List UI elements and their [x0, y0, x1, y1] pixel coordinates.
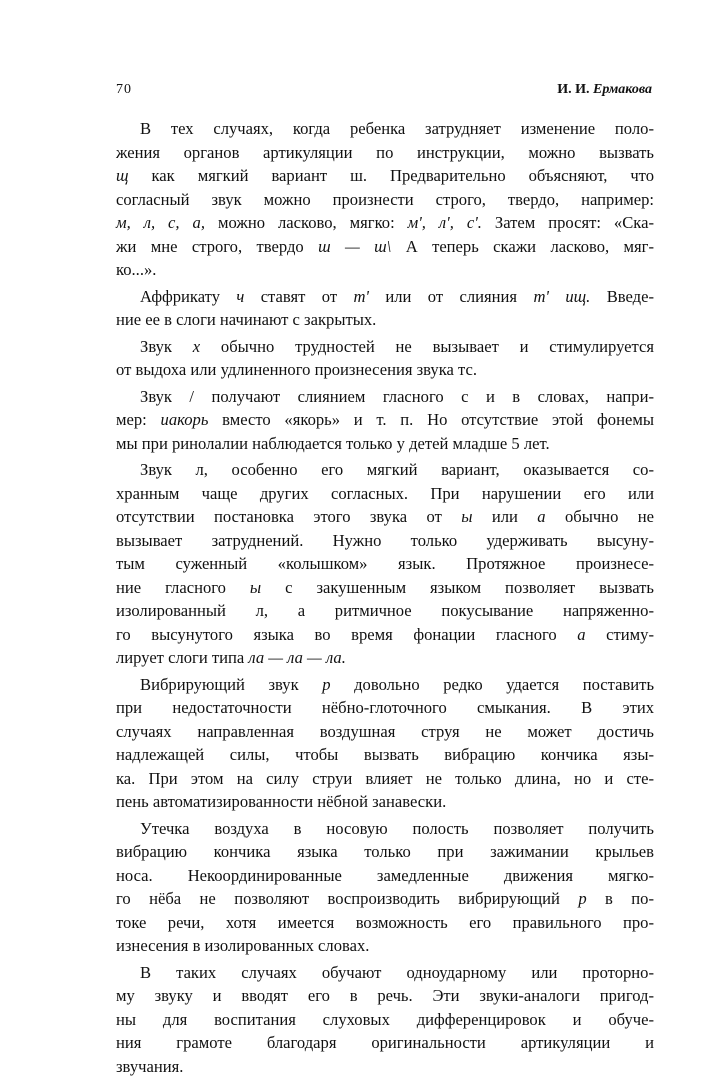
text-line	[116, 258, 654, 282]
text-run: Введе-	[590, 286, 654, 306]
text-run: как мягкий вариант ш. Предварительно объясняют, что	[128, 166, 654, 185]
text-line	[116, 188, 654, 212]
paragraph	[116, 117, 654, 282]
text-run: можно ласково, мягко:	[205, 213, 408, 232]
page-header	[116, 82, 652, 104]
paragraph	[116, 817, 654, 958]
text-run: ко...».	[116, 260, 157, 279]
text-run: го высунутого языка во время фонации гласного	[116, 624, 578, 644]
italic-run: р	[578, 889, 587, 908]
text-line	[116, 767, 654, 791]
text-line	[116, 961, 654, 985]
italic-run: м, л, с, а,	[116, 213, 205, 232]
text-run: Затем просят: «Ска-	[481, 213, 654, 232]
italic-run: а	[537, 507, 546, 526]
text-run: го нёба не позволяют воспроизводить вибрирующий	[116, 889, 579, 908]
text-run: А теперь скажи ласково, мяг-	[391, 236, 655, 256]
text-run: ние ее в слоги начинают с закрытых.	[116, 310, 377, 329]
text-line	[116, 984, 654, 1008]
italic-run: м', л', с'.	[407, 213, 482, 232]
text-run: от выдоха или удлиненного произнесения звука тс.	[116, 360, 478, 379]
text-line	[116, 911, 654, 935]
italic-run: р	[322, 674, 331, 694]
italic-run: а	[577, 624, 586, 644]
text-run: звучания.	[116, 1056, 184, 1076]
text-line	[116, 408, 654, 432]
paragraph	[116, 458, 654, 670]
text-run: довольно редко удается поставить	[330, 674, 655, 694]
text-line	[116, 864, 654, 888]
text-run: вызывает затруднений. Нужно только удерживать высуну-	[116, 530, 654, 550]
text-run: случаях направленная воздушная струя не может достичь	[116, 721, 654, 741]
text-line	[116, 552, 654, 576]
text-run: или	[472, 507, 538, 526]
text-line	[116, 432, 654, 456]
text-run: отсутствии постановка этого звука от	[116, 507, 462, 526]
text-line	[116, 1031, 654, 1055]
text-run: Утечка воздуха в носовую полость позволяет получить	[140, 818, 654, 838]
text-line	[116, 141, 654, 165]
paragraph	[116, 961, 654, 1079]
text-line	[116, 482, 654, 506]
running-head	[557, 82, 652, 98]
italic-run: ы	[249, 577, 262, 597]
text-run: Звук л, особенно его мягкий вариант, оказывается со-	[140, 460, 654, 479]
text-run: ка. При этом на силу струи влияет не только длина, но и сте-	[116, 768, 654, 788]
text-line	[116, 696, 654, 720]
text-line	[116, 285, 654, 309]
italic-run: ы	[461, 507, 473, 526]
text-line	[116, 576, 654, 600]
text-line	[116, 790, 654, 814]
text-run: В тех случаях, когда ребенка затрудняет изменение поло-	[140, 119, 654, 138]
italic-run: т'	[353, 286, 369, 306]
text-line	[116, 529, 654, 553]
text-run: при недостаточности нёбно-глоточного смыкания. В этих	[116, 698, 654, 717]
text-run: обычно не	[545, 507, 654, 526]
text-line	[116, 211, 654, 235]
text-line	[116, 743, 654, 767]
text-run: токе речи, хотя имеется возможность его правильного про-	[116, 912, 654, 932]
text-line	[116, 117, 654, 141]
text-run: тым суженный «колышком» язык. Протяжное произнесе-	[116, 554, 654, 573]
text-line	[116, 458, 654, 482]
italic-run: иакорь	[160, 410, 209, 429]
text-run: изнесения в изолированных словах.	[116, 936, 370, 955]
text-run: хранным чаще других согласных. При нарушении его или	[116, 483, 654, 503]
text-run: надлежащей силы, чтобы вызвать вибрацию кончика язы-	[116, 745, 654, 764]
text-line	[116, 1008, 654, 1032]
paragraph	[116, 335, 654, 382]
text-run: обычно трудностей не вызывает и стимулируется	[200, 336, 655, 356]
text-run: ние гласного	[116, 577, 250, 597]
text-run: Аффрикату	[140, 286, 237, 306]
text-run: вместо «якорь» и т. п. Но отсутствие этой фонемы	[208, 410, 655, 429]
text-run: стиму-	[585, 624, 654, 644]
text-run: мы при ринолалии наблюдается только у детей младше 5 лет.	[116, 433, 550, 453]
text-line	[116, 164, 654, 188]
text-run: носа. Некоординированные замедленные движения мягко-	[116, 865, 654, 885]
author-initials: И. И.	[557, 82, 590, 97]
italic-run: щ	[116, 166, 129, 185]
text-line	[116, 385, 654, 409]
paragraph	[116, 385, 654, 456]
text-run: вибрацию кончика языка только при зажимании крыльев	[116, 842, 654, 861]
page-number: 70	[116, 82, 132, 97]
text-line	[116, 887, 654, 911]
text-line	[116, 235, 654, 259]
text-line	[116, 673, 654, 697]
text-run: жения органов артикуляции по инструкции, можно вызвать	[116, 142, 654, 162]
text-run: ния грамоте благодаря оригинальности артикуляции и	[116, 1033, 654, 1052]
text-run: му звуку и вводят его в речь. Эти звуки-аналоги пригод-	[116, 986, 654, 1005]
text-run: пень автоматизированности нёбной занавески.	[116, 792, 447, 811]
text-run: мер:	[116, 410, 161, 429]
text-run: ставят от	[244, 286, 354, 306]
text-run: Вибрирующий звук	[140, 674, 323, 694]
text-line	[116, 623, 654, 647]
author-surname: Ермакова	[593, 82, 652, 97]
text-line	[116, 1055, 654, 1079]
text-run: В таких случаях обучают одноударному или проторно-	[140, 962, 654, 982]
text-line	[116, 335, 654, 359]
paragraph	[116, 673, 654, 814]
italic-run: ш — ш\	[318, 236, 392, 256]
text-run: Звук / получают слиянием гласного с и в словах, напри-	[140, 386, 654, 406]
text-line	[116, 358, 654, 382]
text-line	[116, 817, 654, 841]
text-line	[116, 308, 654, 332]
text-line	[116, 646, 654, 670]
text-run: в по-	[586, 889, 654, 908]
text-run: жи мне строго, твердо	[116, 236, 319, 256]
text-line	[116, 505, 654, 529]
text-line	[116, 840, 654, 864]
text-run: согласный звук можно произнести строго, твердо, например:	[116, 189, 654, 209]
text-run: ны для воспитания слуховых дифференцировок и обуче-	[116, 1009, 654, 1029]
italic-run: х	[192, 336, 201, 356]
text-run: Звук	[140, 336, 193, 356]
italic-run: т' ищ.	[533, 286, 591, 306]
body-text	[116, 117, 654, 1081]
text-line	[116, 599, 654, 623]
text-run: лирует слоги типа	[116, 648, 249, 667]
text-run: или от слияния	[369, 286, 534, 306]
text-line	[116, 720, 654, 744]
text-run: изолированный л, а ритмичное покусывание напряженно-	[116, 601, 654, 620]
text-line	[116, 934, 654, 958]
text-run: с закушенным языком позволяет вызвать	[261, 577, 655, 597]
paragraph	[116, 285, 654, 332]
italic-run: ла — ла — ла.	[248, 648, 346, 667]
italic-run: ч	[236, 286, 245, 306]
